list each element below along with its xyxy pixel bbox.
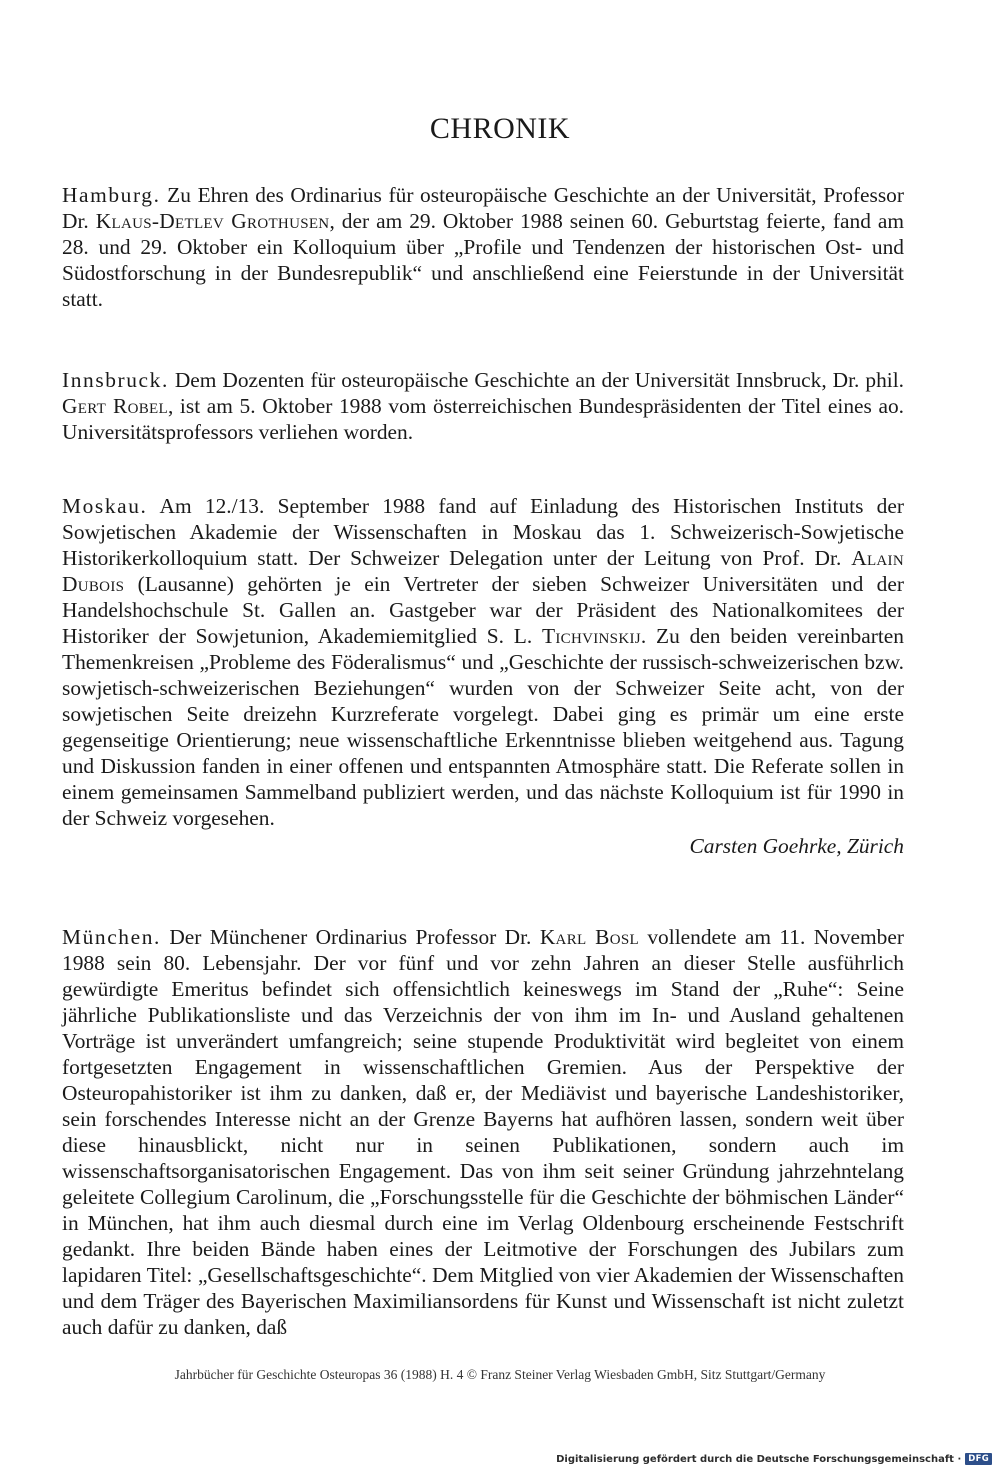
entry-text: München. Der Münchener Ordinarius Professor Dr. Karl Bosl vollendete am 11. November 1988 sein 80. Lebensjahr. Der vor fünf und vor zehn Jahren an dieser Stelle ausführlich gewürdigte Emeritus befindet sich offensichtlich keineswegs im Stand der „Ruhe“: Seine jährliche Publikationsliste und das Verzeichnis der von ihm im In- und Ausland gehaltenen Vorträge ist unverändert umfangreich; seine stupende Produktivität wird begleitet von einem fortgesetzten Engagement in wissenschaftlichen Gremien. Aus der Perspektive der Osteuropahistoriker ist ihm zu danken, daß er, der Mediävist und bayerische Landeshistoriker, sein forschendes Interesse nicht an der Grenze Bayerns hat aufhören lassen, sondern weit über diese hinausblickt, nicht nur in seinen Publikationen, sondern auch im wissenschaftsorganisatorischen Engagement. Das von ihm seit seiner Gründung jahrzehntelang geleitete Collegium Carolinum, die „Forschungsstelle für die Geschichte der böhmischen Länder“ in München, hat ihm auch diesmal durch eine im Verlag Oldenbourg erscheinende Festschrift gedankt. Ihre beiden Bände haben eines der Leitmotive der Forschungen des Jubilars zum lapidaren Titel: „Gesellschaftsgeschichte“. Dem Mitglied von vier Akademien der Wissenschaften und dem Träger des Bayerischen Maximiliansordens für Kunst und Wissenschaft ist nicht zuletzt auch dafür zu danken, daß	[62, 925, 904, 1339]
page-title: CHRONIK	[429, 112, 571, 145]
person-name: Gert Robel	[62, 394, 168, 418]
entry-text: Innsbruck. Dem Dozenten für osteuropäische Geschichte an der Universität Innsbruck, Dr. phil. Gert Robel, ist am 5. Oktober 1988 vom österreichischen Bundespräsidenten der Titel eines ao. Universitätsprofessors verliehen worden.	[62, 368, 905, 444]
author-signature: Carsten Goehrke, Zürich	[689, 834, 904, 858]
place-name: München.	[62, 925, 161, 949]
person-name: Tichvinskij	[542, 624, 641, 648]
chronicle-entry-moskau	[62, 493, 904, 859]
dfg-notice-text: Digitalisierung gefördert durch die Deutsche Forschungsgemeinschaft ·	[556, 1453, 962, 1465]
person-name: Alain Dubois	[62, 546, 904, 596]
entry-text: Moskau. Am 12./13. September 1988 fand auf Einladung des Historischen Instituts der Sowjetischen Akademie der Wissenschaften in Moskau das 1. Schweizerisch-Sowjetische Historikerkolloquium statt. Der Schweizer Delegation unter der Leitung von Prof. Dr. Alain Dubois (Lausanne) gehörten je ein Vertreter der sieben Schweizer Universitäten und der Handelshochschule St. Gallen an. Gastgeber war der Präsident des Nationalkomitees der Historiker der Sowjetunion, Akademiemitglied S. L. Tichvinskij. Zu den beiden vereinbarten Themenkreisen „Probleme des Föderalismus“ und „Geschichte der russisch-schweizerischen bzw. sowjetisch-schweizerischen Beziehungen“ wurden von der Schweizer Seite acht, von der sowjetischen Seite dreizehn Kurzreferate vorgelegt. Dabei ging es primär um eine erste gegenseitige Orientierung; neue wissenschaftliche Erkenntnisse blieben weitgehend aus. Tagung und Diskussion fanden in einer offenen und entspannten Atmosphäre statt. Die Referate sollen in einem gemeinsamen Sammelband publiziert werden, und das nächste Kolloquium ist für 1990 in der Schweiz vorgesehen.	[62, 494, 904, 830]
place-name: Innsbruck.	[62, 368, 169, 392]
chronicle-entry-innsbruck	[62, 367, 904, 445]
dfg-logo-icon: DFG	[965, 1453, 992, 1465]
journal-footer: Jahrbücher für Geschichte Osteuropas 36 (1988) H. 4 © Franz Steiner Verlag Wiesbaden GmbH, Sitz Stuttgart/Germany	[174, 1367, 826, 1382]
person-name: Klaus-Detlev Grothusen	[95, 209, 330, 233]
place-name: Moskau.	[62, 494, 148, 518]
chronicle-entry-muenchen	[62, 924, 904, 1340]
chronicle-entry-hamburg	[62, 182, 904, 312]
dfg-notice-bar	[556, 1452, 992, 1466]
entry-text: Hamburg. Zu Ehren des Ordinarius für osteuropäische Geschichte an der Universität, Professor Dr. Klaus-Detlev Grothusen, der am 29. Oktober 1988 seinen 60. Geburtstag feierte, fand am 28. und 29. Oktober ein Kolloquium über „Profile und Tendenzen der historischen Ost- und Südostforschung in der Bundesrepublik“ und anschließend eine Feierstunde in der Universität statt.	[62, 183, 905, 311]
place-name: Hamburg.	[62, 183, 161, 207]
person-name: Karl Bosl	[539, 925, 639, 949]
